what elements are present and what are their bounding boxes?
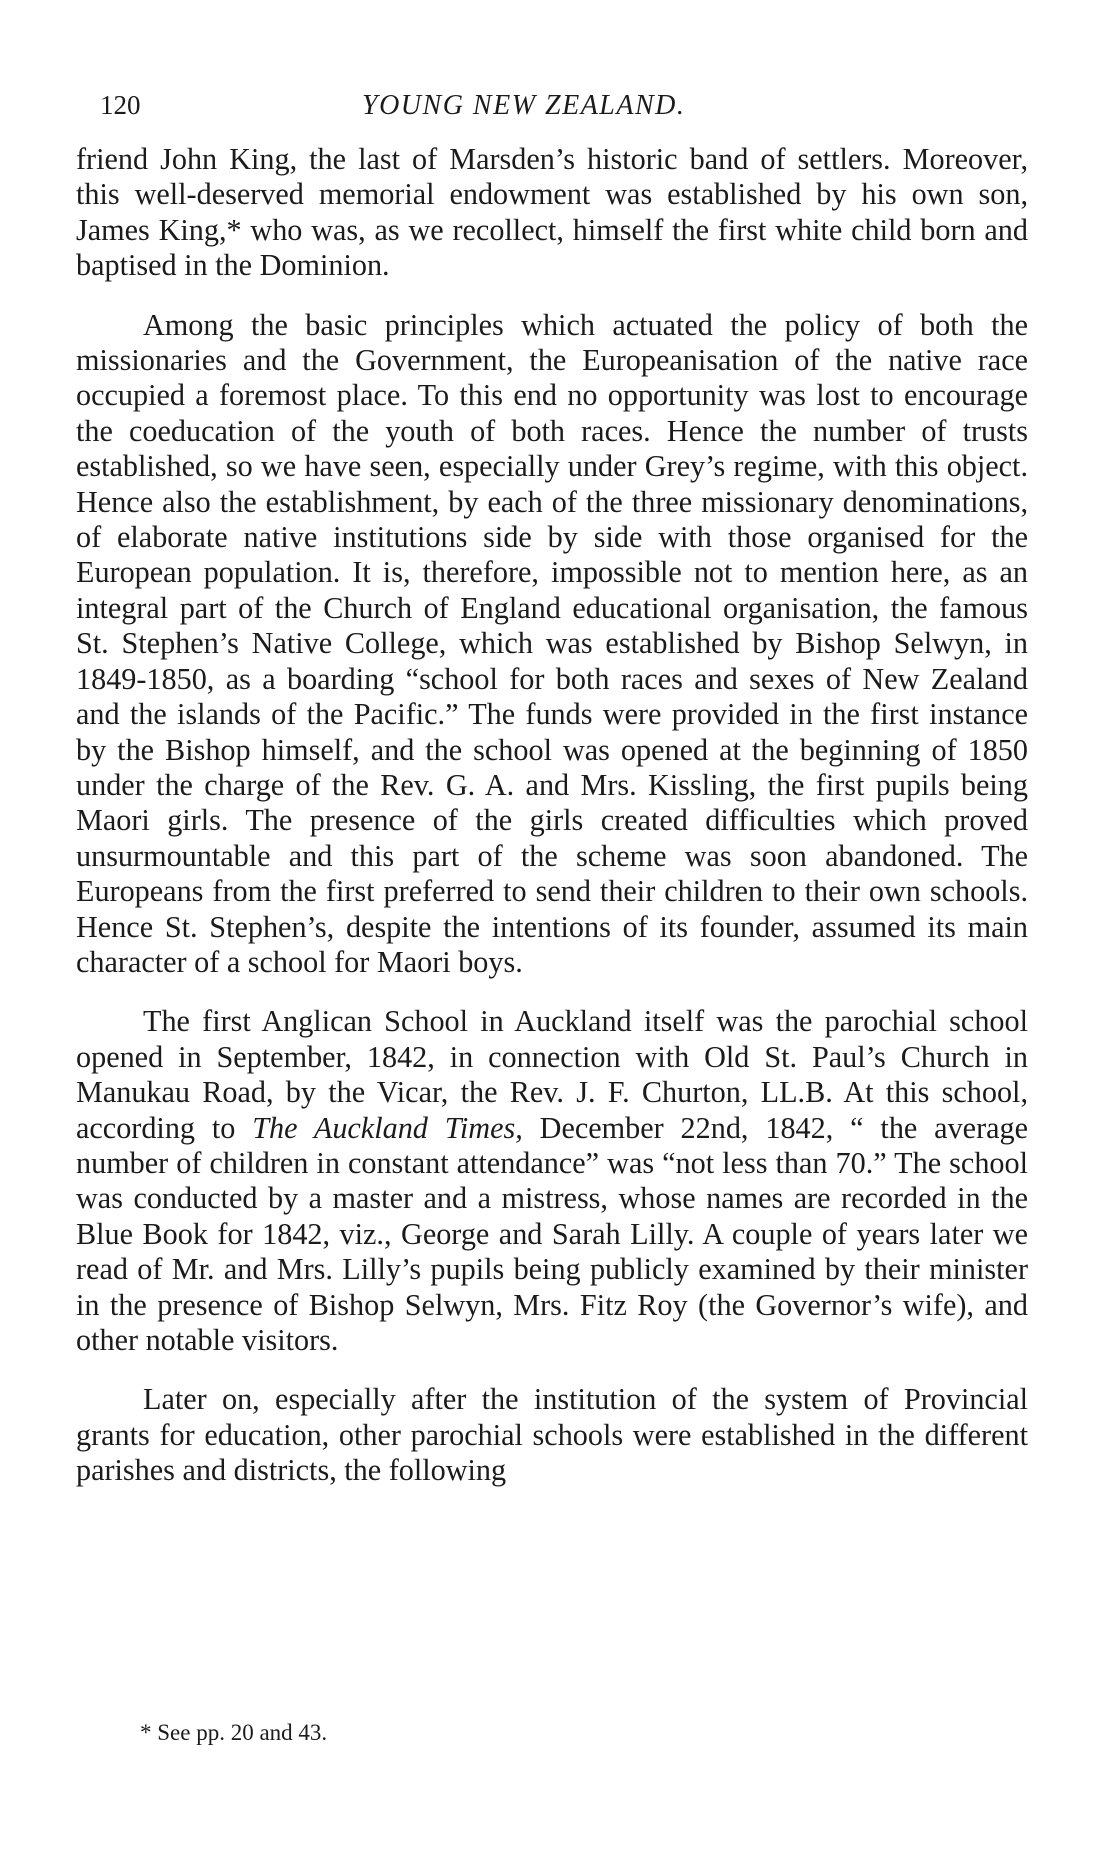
paragraph-1: friend John King, the last of Marsden’s historic band of settlers. Moreover, this well-deserved memorial endowment was established by his own son, James King,* who was, as we recollect, himself the first white child born and baptised in the Dominion.	[76, 142, 1028, 283]
paragraph-3-part-a: The first Anglican School in Auckland itself was the parochial school opened in September, 1842, in connection with Old St. Paul’s Church in Manukau Road, by the Vicar, the Rev. J. F. Churton, LL.B. At this school, according to	[76, 1004, 1028, 1145]
newspaper-title: The Auckland Times,	[252, 1110, 523, 1145]
running-title: YOUNG NEW ZEALAND.	[362, 90, 686, 121]
page-number: 120	[100, 90, 141, 120]
body-text	[76, 142, 1028, 1489]
page-header	[100, 90, 1030, 130]
footnote: * See pp. 20 and 43.	[140, 1720, 328, 1745]
paragraph-2: Among the basic principles which actuated the policy of both the missionaries and the Government, the Europeanisation of the native race occupied a foremost place. To this end no opportunity was lost to encourage the coeducation of the youth of both races. Hence the number of trusts established, so we have seen, especially under Grey’s regime, with this object. Hence also the establishment, by each of the three missionary denominations, of elaborate native institutions side by side with those organised for the European population. It is, therefore, impossible not to mention here, as an integral part of the Church of England educational organisation, the famous St. Stephen’s Native College, which was established by Bishop Selwyn, in 1849-1850, as a boarding “school for both races and sexes of New Zealand and the islands of the Pacific.” The funds were provided in the first instance by the Bishop himself, and the school was opened at the beginning of 1850 under the charge of the Rev. G. A. and Mrs. Kissling, the first pupils being Maori girls. The presence of the girls created difficulties which proved unsurmountable and this part of the scheme was soon abandoned. The Europeans from the first preferred to send their children to their own schools. Hence St. Stephen’s, despite the intentions of its founder, assumed its main character of a school for Maori boys.	[76, 307, 1028, 979]
paragraph-3	[76, 1004, 1028, 1358]
paragraph-4: Later on, especially after the institution of the system of Provincial grants for education, other parochial schools were established in the different parishes and districts, the following	[76, 1382, 1028, 1488]
paragraph-3-part-b: December 22nd, 1842, “ the average number of children in constant attendance” was “not less than 70.” The school was conducted by a master and a mistress, whose names are recorded in the Blue Book for 1842, viz., George and Sarah Lilly. A couple of years later we read of Mr. and Mrs. Lilly’s pupils being publicly examined by their minister in the presence of Bishop Selwyn, Mrs. Fitz Roy (the Governor’s wife), and other notable visitors.	[76, 1110, 1029, 1357]
